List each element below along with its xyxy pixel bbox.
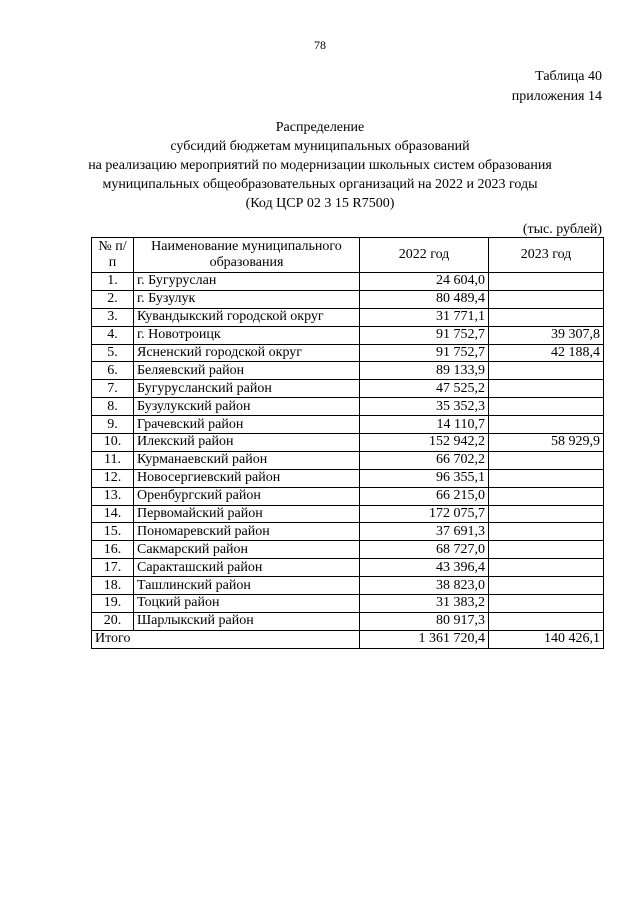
amount-2023-cell — [489, 469, 604, 487]
amount-2023-cell — [489, 273, 604, 291]
amount-2022-cell: 43 396,4 — [360, 559, 489, 577]
amount-2022-cell: 24 604,0 — [360, 273, 489, 291]
amount-2023-cell: 42 188,4 — [489, 344, 604, 362]
row-number-cell: 9. — [92, 416, 134, 434]
amount-2022-cell: 68 727,0 — [360, 541, 489, 559]
amount-2022-cell: 31 771,1 — [360, 308, 489, 326]
municipality-cell: Курманаевский район — [134, 451, 360, 469]
row-number-cell: 18. — [92, 577, 134, 595]
document-title — [40, 118, 600, 213]
municipality-cell: Первомайский район — [134, 505, 360, 523]
municipality-cell: г. Новотроицк — [134, 326, 360, 344]
municipality-cell: Сакмарский район — [134, 541, 360, 559]
amount-2023-cell — [489, 612, 604, 630]
table-header-row — [92, 238, 604, 273]
subsidy-table — [91, 237, 604, 649]
table-row — [92, 505, 604, 523]
table-row — [92, 380, 604, 398]
amount-2023-cell — [489, 559, 604, 577]
amount-2023-cell — [489, 416, 604, 434]
header-2022: 2022 год — [360, 238, 489, 273]
table-row — [92, 577, 604, 595]
row-number-cell: 1. — [92, 273, 134, 291]
municipality-cell: Беляевский район — [134, 362, 360, 380]
amount-2023-cell — [489, 487, 604, 505]
amount-2022-cell: 66 702,2 — [360, 451, 489, 469]
row-number-cell: 20. — [92, 612, 134, 630]
amount-2023-cell — [489, 308, 604, 326]
amount-2023-cell — [489, 398, 604, 416]
total-2022-cell: 1 361 720,4 — [360, 630, 489, 648]
title-line: муниципальных общеобразовательных организаций на 2022 и 2023 годы — [102, 177, 538, 192]
table-row — [92, 612, 604, 630]
amount-2022-cell: 172 075,7 — [360, 505, 489, 523]
amount-2022-cell: 152 942,2 — [360, 434, 489, 452]
page-number: 78 — [314, 38, 326, 52]
municipality-cell: Илекский район — [134, 434, 360, 452]
table-row — [92, 290, 604, 308]
header-2023: 2023 год — [489, 238, 604, 273]
municipality-cell: Оренбургский район — [134, 487, 360, 505]
table-row — [92, 362, 604, 380]
amount-2023-cell — [489, 362, 604, 380]
row-number-cell: 4. — [92, 326, 134, 344]
row-number-cell: 16. — [92, 541, 134, 559]
annex-table-number: Таблица 40 — [535, 69, 602, 84]
municipality-cell: г. Бузулук — [134, 290, 360, 308]
table-row — [92, 416, 604, 434]
units-label: (тыс. рублей) — [522, 222, 602, 237]
title-line: Распределение — [275, 120, 365, 135]
table-row — [92, 559, 604, 577]
amount-2022-cell: 35 352,3 — [360, 398, 489, 416]
amount-2022-cell: 31 383,2 — [360, 595, 489, 613]
header-number: № п/п — [92, 238, 134, 273]
row-number-cell: 14. — [92, 505, 134, 523]
row-number-cell: 19. — [92, 595, 134, 613]
annex-reference — [512, 67, 602, 107]
row-number-cell: 17. — [92, 559, 134, 577]
total-label-cell: Итого — [92, 630, 360, 648]
table-row — [92, 451, 604, 469]
amount-2023-cell — [489, 290, 604, 308]
amount-2022-cell: 66 215,0 — [360, 487, 489, 505]
table-row — [92, 595, 604, 613]
row-number-cell: 15. — [92, 523, 134, 541]
table-row — [92, 326, 604, 344]
table-row — [92, 523, 604, 541]
municipality-cell: Новосергиевский район — [134, 469, 360, 487]
amount-2023-cell — [489, 541, 604, 559]
municipality-cell: Кувандыкский городской округ — [134, 308, 360, 326]
row-number-cell: 10. — [92, 434, 134, 452]
amount-2022-cell: 47 525,2 — [360, 380, 489, 398]
municipality-cell: Бузулукский район — [134, 398, 360, 416]
amount-2022-cell: 80 917,3 — [360, 612, 489, 630]
amount-2022-cell: 80 489,4 — [360, 290, 489, 308]
amount-2023-cell — [489, 380, 604, 398]
amount-2023-cell: 39 307,8 — [489, 326, 604, 344]
table-row — [92, 273, 604, 291]
amount-2023-cell — [489, 523, 604, 541]
municipality-cell: Бугурусланский район — [134, 380, 360, 398]
table-row — [92, 487, 604, 505]
table-row — [92, 344, 604, 362]
table-row — [92, 434, 604, 452]
amount-2023-cell — [489, 451, 604, 469]
table-row — [92, 398, 604, 416]
amount-2022-cell: 91 752,7 — [360, 344, 489, 362]
municipality-cell: Шарлыкский район — [134, 612, 360, 630]
amount-2022-cell: 91 752,7 — [360, 326, 489, 344]
title-line: субсидий бюджетам муниципальных образований — [170, 139, 470, 154]
row-number-cell: 8. — [92, 398, 134, 416]
row-number-cell: 7. — [92, 380, 134, 398]
row-number-cell: 11. — [92, 451, 134, 469]
row-number-cell: 12. — [92, 469, 134, 487]
amount-2022-cell: 89 133,9 — [360, 362, 489, 380]
municipality-cell: Тоцкий район — [134, 595, 360, 613]
row-number-cell: 6. — [92, 362, 134, 380]
amount-2023-cell — [489, 595, 604, 613]
total-row — [92, 630, 604, 648]
amount-2022-cell: 38 823,0 — [360, 577, 489, 595]
amount-2023-cell — [489, 577, 604, 595]
amount-2022-cell: 14 110,7 — [360, 416, 489, 434]
row-number-cell: 5. — [92, 344, 134, 362]
row-number-cell: 2. — [92, 290, 134, 308]
municipality-cell: Саракташский район — [134, 559, 360, 577]
amount-2022-cell: 96 355,1 — [360, 469, 489, 487]
table-row — [92, 308, 604, 326]
annex-appendix-number: приложения 14 — [511, 89, 602, 104]
title-line: (Код ЦСР 02 3 15 R7500) — [245, 196, 395, 211]
municipality-cell: Ташлинский район — [134, 577, 360, 595]
table-body — [92, 273, 604, 649]
amount-2023-cell: 58 929,9 — [489, 434, 604, 452]
amount-2022-cell: 37 691,3 — [360, 523, 489, 541]
table-row — [92, 541, 604, 559]
municipality-cell: Пономаревский район — [134, 523, 360, 541]
row-number-cell: 13. — [92, 487, 134, 505]
title-line: на реализацию мероприятий по модернизации школьных систем образования — [88, 158, 552, 173]
row-number-cell: 3. — [92, 308, 134, 326]
amount-2023-cell — [489, 505, 604, 523]
municipality-cell: г. Бугуруслан — [134, 273, 360, 291]
total-2023-cell: 140 426,1 — [489, 630, 604, 648]
header-municipality: Наименование муниципального образования — [134, 238, 360, 273]
municipality-cell: Грачевский район — [134, 416, 360, 434]
municipality-cell: Ясненский городской округ — [134, 344, 360, 362]
table-row — [92, 469, 604, 487]
